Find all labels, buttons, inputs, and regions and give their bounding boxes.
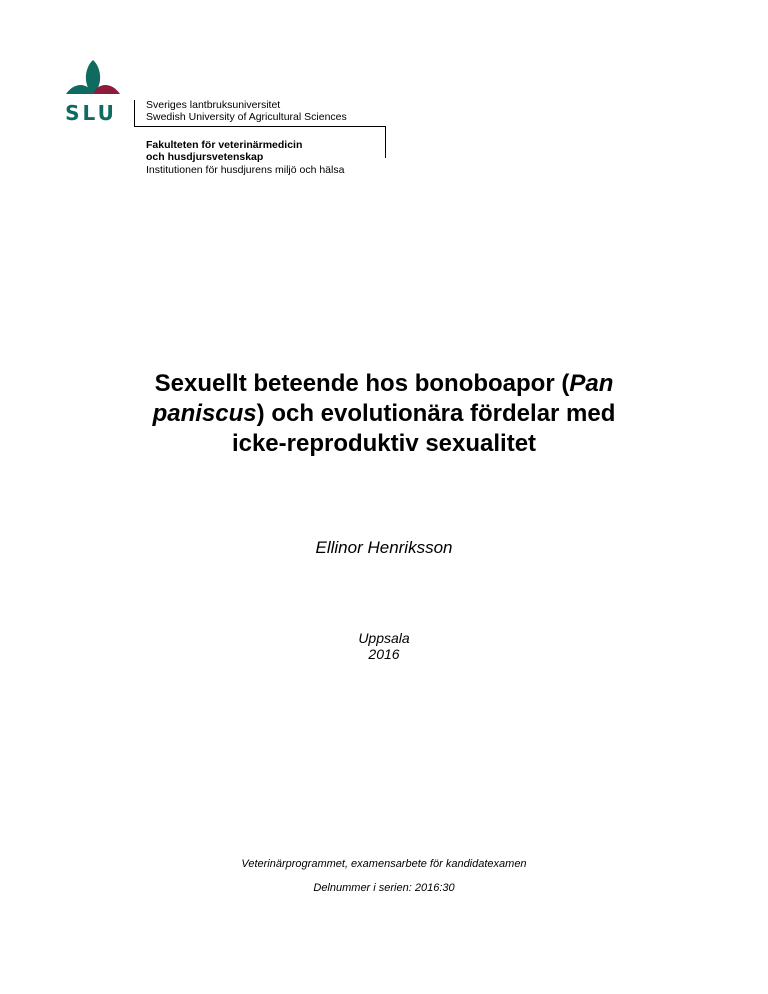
header-divider-vertical <box>134 100 135 126</box>
university-name-swedish: Sveriges lantbruksuniversitet <box>146 99 281 111</box>
title-species-epithet: paniscus <box>152 400 257 427</box>
thesis-title <box>80 369 688 459</box>
slu-wordmark: SLU <box>65 101 117 125</box>
faculty-name-line1: Fakulteten för veterinärmedicin <box>146 139 303 151</box>
header-divider-horizontal <box>134 126 386 127</box>
series-number: Delnummer i serien: 2016:30 <box>313 882 455 894</box>
program-description: Veterinärprogrammet, examensarbete för kandidatexamen <box>241 858 527 870</box>
university-name-english: Swedish University of Agricultural Sciences <box>146 111 347 123</box>
author-name: Ellinor Henriksson <box>315 538 453 557</box>
title-part3: icke-reproduktiv sexualitet <box>231 430 537 457</box>
title-species-genus: Pan <box>569 370 614 397</box>
department-name: Institutionen för husdjurens miljö och hälsa <box>146 164 345 176</box>
publication-year: 2016 <box>368 646 400 662</box>
title-part2: ) och evolutionära fördelar med <box>256 400 616 427</box>
publication-place: Uppsala <box>358 630 410 646</box>
faculty-name-line2: och husdjursvetenskap <box>146 151 264 163</box>
title-part1: Sexuellt beteende hos bonoboapor ( <box>154 370 570 397</box>
header-divider-vertical-right <box>385 126 386 158</box>
